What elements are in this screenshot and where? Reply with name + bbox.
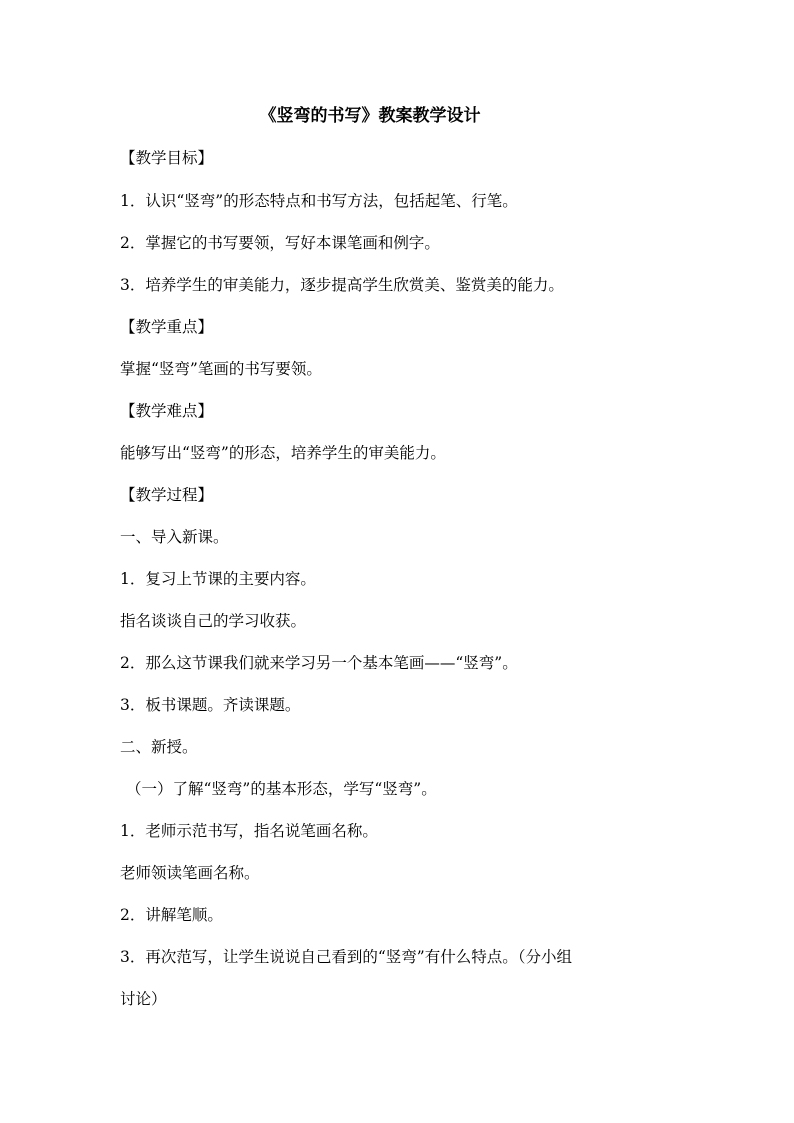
- section-intro: 一、导入新课。: [120, 528, 229, 546]
- heading-teaching-goals: 【教学目标】: [120, 149, 214, 167]
- document-title: 《竖弯的书写》教案教学设计: [259, 106, 481, 126]
- difficulty-text: 能够写出“竖弯”的形态，培养学生的审美能力。: [120, 444, 446, 462]
- key-point-text: 掌握“竖弯”笔画的书写要领。: [120, 360, 322, 378]
- section-new-lesson: 二、新授。: [120, 738, 198, 756]
- goal-item-3: 3．培养学生的审美能力，逐步提高学生欣赏美、鉴赏美的能力。: [120, 276, 564, 294]
- goal-item-2: 2．掌握它的书写要领，写好本课笔画和例字。: [120, 234, 440, 252]
- intro-step-2: 2．那么这节课我们就来学习另一个基本笔画——“竖弯”。: [120, 654, 518, 672]
- lesson-step-1: 1．老师示范书写，指名说笔画名称。: [120, 822, 378, 840]
- goal-item-1: 1．认识“竖弯”的形态特点和书写方法，包括起笔、行笔。: [120, 192, 518, 210]
- lesson-step-2: 2．讲解笔顺。: [120, 906, 223, 924]
- heading-teaching-process: 【教学过程】: [120, 486, 214, 504]
- heading-difficulties: 【教学难点】: [120, 402, 214, 420]
- intro-step-1-detail: 指名谈谈自己的学习收获。: [120, 612, 307, 630]
- heading-key-points: 【教学重点】: [120, 318, 214, 336]
- lesson-step-3-continued: 讨论）: [120, 990, 167, 1008]
- intro-step-1: 1．复习上节课的主要内容。: [120, 570, 316, 588]
- lesson-step-3: 3．再次范写，让学生说说自己看到的“竖弯”有什么特点。（分小组: [120, 948, 572, 966]
- lesson-step-1-detail: 老师领读笔画名称。: [120, 864, 260, 882]
- intro-step-3: 3．板书课题。齐读课题。: [120, 696, 301, 714]
- subsection-1: （一）了解“竖弯”的基本形态，学写“竖弯”。: [126, 780, 437, 798]
